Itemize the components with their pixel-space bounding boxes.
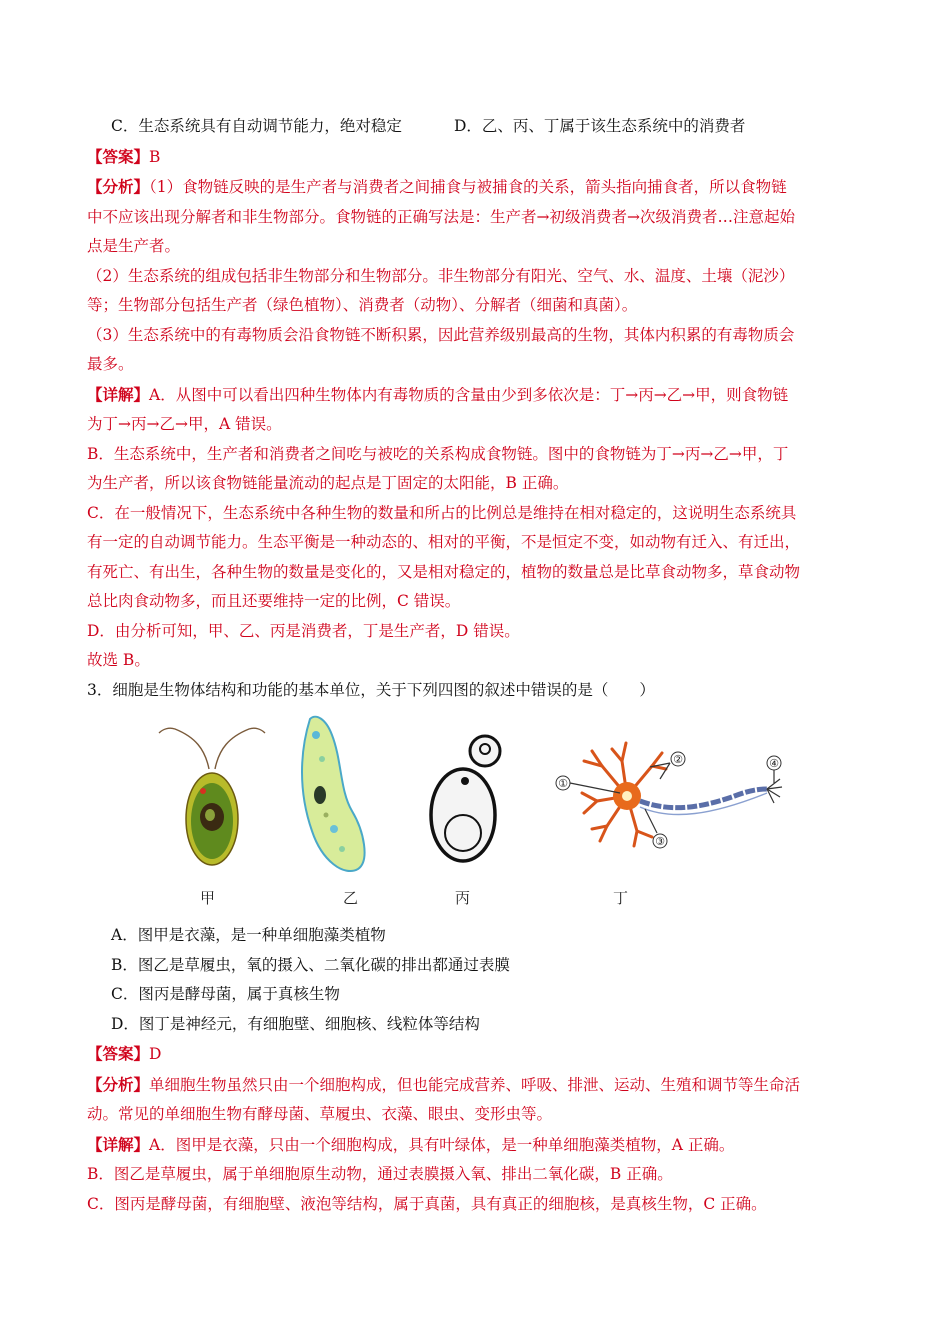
detail-line: A．从图中可以看出四种生物体内有毒物质的含量由少到多依次是：丁→丙→乙→甲，则食物链 (149, 385, 789, 404)
neuron-mark-2: ② (673, 753, 683, 766)
figure-label-jia: 甲 (200, 889, 216, 907)
neuron-mark-3: ③ (655, 835, 665, 848)
analysis-line: 等；生物部分包括生产者（绿色植物）、消费者（动物）、分解者（细菌和真菌）。 (87, 296, 638, 314)
detail-line: 有一定的自动调节能力。生态平衡是一种动态的、相对的平衡，不是恒定不变，如动物有迁入、有迁出， (87, 533, 801, 551)
analysis-line: 单细胞生物虽然只由一个细胞构成，但也能完成营养、呼吸、排泄、运动、生殖和调节等生命活 (149, 1075, 801, 1094)
analysis-line: （2）生态系统的组成包括非生物部分和生物部分。非生物部分有阳光、空气、水、温度、土壤（泥沙） (87, 266, 795, 285)
analysis-line: 动。常见的单细胞生物有酵母菌、草履虫、衣藻、眼虫、变形虫等。 (87, 1105, 553, 1123)
analysis-line: 中不应该出现分解者和非生物部分。食物链的正确写法是：生产者→初级消费者→次级消费者…注意起始 (87, 207, 795, 226)
detail-line: C．在一般情况下，生态系统中各种生物的数量和所占的比例总是维持在相对稳定的，这说明生态系统具 (87, 503, 797, 522)
detail-line: D．由分析可知，甲、乙、丙是消费者，丁是生产者，D 错误。 (87, 621, 520, 640)
figure-label-yi: 乙 (343, 889, 359, 907)
chlamydomonas-image (157, 719, 267, 874)
answer-tag: 【答案】 (87, 1044, 150, 1063)
detail-line: B．生态系统中，生产者和消费者之间吃与被吃的关系构成食物链。图中的食物链为丁→丙→乙→甲，丁 (87, 444, 789, 463)
detail-tag: 【详解】 (87, 1134, 150, 1154)
q3-analysis (87, 1070, 862, 1130)
document-page (87, 112, 862, 1219)
answer-value: D (149, 1045, 162, 1063)
q2-analysis (87, 172, 862, 380)
q3-detail (87, 1130, 862, 1220)
q2-options-row (87, 112, 862, 142)
q3-option-b: B．图乙是草履虫，氧的摄入、二氧化碳的排出都通过表膜 (111, 955, 510, 974)
yeast-image (425, 733, 515, 868)
figure-label-bing: 丙 (455, 889, 471, 907)
q2-detail (87, 380, 862, 676)
analysis-line: 点是生产者。 (87, 237, 181, 255)
figure-label-ding: 丁 (613, 889, 629, 907)
detail-line: 有死亡、有出生，各种生物的数量是变化的，又是相对稳定的，植物的数量总是比草食动物多，草食动物 (87, 562, 801, 581)
q3-stem: 3．细胞是生物体结构和功能的基本单位，关于下列四图的叙述中错误的是（ ） (87, 680, 655, 699)
detail-tag: 【详解】 (87, 384, 150, 404)
q2-answer (87, 142, 862, 173)
analysis-line: （1）食物链反映的是生产者与消费者之间捕食与被捕食的关系，箭头指向捕食者，所以食物链 (149, 178, 787, 196)
q2-option-d: D．乙、丙、丁属于该生态系统中的消费者 (454, 117, 746, 135)
paramecium-image (292, 711, 372, 881)
neuron-mark-1: ① (558, 777, 568, 790)
q3-option-d: D．图丁是神经元，有细胞壁、细胞核、线粒体等结构 (111, 1014, 480, 1033)
answer-tag: 【答案】 (87, 146, 150, 166)
neuron-image (542, 731, 797, 861)
detail-line: 为生产者，所以该食物链能量流动的起点是丁固定的太阳能，B 正确。 (87, 474, 569, 492)
detail-line: C．图丙是酵母菌，有细胞壁、液泡等结构，属于真菌，具有真正的细胞核，是真核生物，C 正确。 (87, 1194, 767, 1213)
detail-line: 故选 B。 (87, 651, 150, 669)
detail-line: B．图乙是草履虫，属于单细胞原生动物，通过表膜摄入氧、排出二氧化碳，B 正确。 (87, 1165, 673, 1183)
detail-line: 为丁→丙→乙→甲，A 错误。 (87, 415, 282, 433)
analysis-line: （3）生态系统中的有毒物质会沿食物链不断积累，因此营养级别最高的生物，其体内积累的有毒物质会 (87, 325, 795, 344)
q3-option-a: A．图甲是衣藻，是一种单细胞藻类植物 (111, 926, 386, 944)
q3-option-c: C．图丙是酵母菌，属于真核生物 (111, 985, 340, 1003)
detail-line: 总比肉食动物多，而且还要维持一定的比例，C 错误。 (87, 592, 461, 610)
q3-answer (87, 1039, 862, 1070)
cells-figure (87, 711, 862, 921)
neuron-mark-4: ④ (769, 757, 779, 770)
analysis-tag: 【分析】 (87, 1074, 150, 1094)
analysis-tag: 【分析】 (87, 177, 150, 196)
q2-option-c: C．生态系统具有自动调节能力，绝对稳定 (111, 117, 402, 135)
answer-value: B (149, 147, 161, 166)
detail-line: A．图甲是衣藻，只由一个细胞构成，具有叶绿体，是一种单细胞藻类植物，A 正确。 (149, 1135, 735, 1154)
analysis-line: 最多。 (87, 355, 134, 373)
